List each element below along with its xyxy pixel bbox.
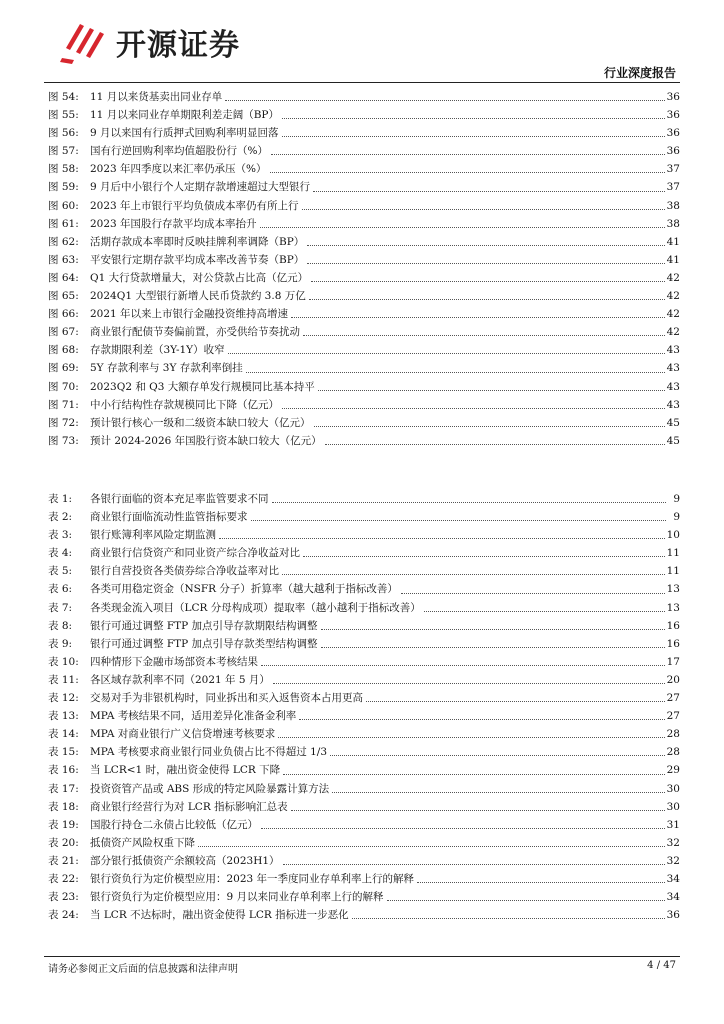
entry-label: 表 9: — [48, 637, 73, 650]
entry-page: 37 — [666, 181, 680, 194]
toc-entry[interactable] — [48, 780, 680, 798]
entry-title: 银行可通过调整 FTP 加点引导存款类型结构调整 — [90, 637, 318, 650]
toc-entry[interactable] — [48, 689, 680, 707]
entry-label: 表 13: — [48, 710, 79, 723]
entry-title: 各银行面临的资本充足率监管要求不同 — [90, 493, 269, 505]
entry-page: 45 — [666, 434, 680, 447]
entry-label: 表 11: — [48, 673, 79, 686]
dot-leader — [318, 378, 665, 391]
dot-leader — [282, 396, 665, 409]
entry-title: 2023 年四季度以来汇率仍承压（%） — [90, 163, 267, 176]
toc-entry[interactable] — [48, 761, 680, 779]
entry-title: 商业银行配债节奏偏前置，亦受供给节奏扰动 — [90, 326, 300, 339]
entry-page: 38 — [666, 217, 680, 230]
toc-entry[interactable] — [48, 888, 680, 906]
entry-label: 表 2: — [48, 511, 73, 524]
entry-title: 银行可通过调整 FTP 加点引导存款期限结构调整 — [90, 619, 318, 632]
report-type: 行业深度报告 — [603, 66, 676, 80]
dot-leader — [314, 414, 665, 427]
disclaimer: 请务必参阅正文后面的信息披露和法律声明 — [48, 964, 238, 975]
entry-label: 表 24: — [48, 909, 79, 922]
entry-page: 10 — [666, 529, 680, 542]
dot-leader — [303, 323, 665, 336]
dot-leader — [228, 341, 665, 354]
entry-title: 2021 年以来上市银行金融投资维持高增速 — [90, 308, 289, 321]
entry-title: 5Y 存款利率与 3Y 存款利率倒挂 — [90, 362, 243, 375]
entry-label: 表 5: — [48, 565, 73, 578]
entry-title: 商业银行面临流动性监管指标要求 — [90, 511, 248, 524]
dot-leader — [283, 852, 665, 865]
entry-title: 银行资负行为定价模型应用：9 月以来同业存单利率上行的解释 — [90, 891, 384, 904]
entry-title: 四种情形下金融市场部资本考核结果 — [90, 655, 258, 668]
toc-entry[interactable] — [48, 160, 680, 178]
toc-entry[interactable] — [48, 142, 680, 160]
toc-entry[interactable] — [48, 197, 680, 215]
entry-page: 16 — [666, 637, 680, 650]
dot-leader — [278, 725, 664, 738]
dot-leader — [282, 106, 665, 119]
entry-page: 27 — [666, 710, 680, 723]
entry-page: 36 — [666, 109, 680, 122]
toc-entry[interactable] — [48, 671, 680, 689]
entry-title: 各类可用稳定资金（NSFR 分子）折算率（越大越利于指标改善） — [90, 583, 398, 596]
dot-leader — [401, 580, 665, 593]
entry-title: 2023 年国股行存款平均成本率抬升 — [90, 217, 257, 230]
toc-entry[interactable] — [48, 269, 680, 287]
entry-label: 表 17: — [48, 782, 79, 795]
entry-label: 图 68: — [48, 344, 79, 357]
dot-leader — [309, 287, 665, 300]
entry-title: 当 LCR<1 时，融出资金使得 LCR 下降 — [90, 764, 281, 777]
entry-label: 表 23: — [48, 891, 79, 904]
entry-label: 图 66: — [48, 308, 79, 321]
entry-page: 29 — [666, 764, 680, 777]
entry-title: 2023 年上市银行平均负债成本率仍有所上行 — [90, 199, 299, 212]
entry-title: 平安银行定期存款平均成本率改善节奏（BP） — [90, 253, 305, 266]
entry-title: 商业银行信贷资产和同业资产综合净收益对比 — [90, 547, 300, 560]
entry-title: 11 月以来货基卖出同业存单 — [90, 91, 223, 103]
dot-leader — [302, 197, 665, 210]
entry-title: MPA 对商业银行广义信贷增速考核要求 — [90, 728, 276, 741]
entry-title: 各区域存款利率不同（2021 年 5 月） — [90, 673, 270, 686]
toc-entry[interactable] — [48, 251, 680, 269]
dot-leader — [291, 798, 665, 811]
toc-entry[interactable] — [48, 378, 680, 396]
toc-entry[interactable] — [48, 707, 680, 725]
entry-label: 图 58: — [48, 163, 79, 176]
toc-entry[interactable] — [48, 617, 680, 635]
entry-label: 表 18: — [48, 800, 79, 813]
entry-label: 表 22: — [48, 872, 79, 885]
dot-leader — [417, 870, 665, 883]
dot-leader — [261, 816, 665, 829]
entry-page: 42 — [666, 308, 680, 321]
toc-entry[interactable] — [48, 544, 680, 562]
entry-page: 43 — [666, 362, 680, 375]
entry-label: 图 73: — [48, 434, 79, 447]
entry-page: 9 — [673, 493, 680, 505]
entry-title: 2024Q1 大型银行新增人民币贷款约 3.8 万亿 — [90, 290, 306, 303]
dot-leader — [303, 544, 665, 557]
dot-leader — [219, 526, 665, 539]
entry-page: 41 — [666, 235, 680, 248]
dot-leader — [352, 906, 665, 919]
page-number: 4 / 47 — [647, 960, 676, 971]
entry-title: 预计 2024-2026 年国股行资本缺口较大（亿元） — [90, 434, 322, 447]
entry-page: 13 — [666, 583, 680, 596]
entry-label: 表 20: — [48, 836, 79, 849]
entry-page: 11 — [666, 547, 680, 560]
entry-label: 表 4: — [48, 547, 73, 560]
entry-title: 活期存款成本率即时反映挂牌利率调降（BP） — [90, 235, 305, 248]
entry-label: 图 55: — [48, 109, 79, 122]
dot-leader — [321, 635, 665, 648]
entry-label: 图 62: — [48, 235, 79, 248]
entry-page: 27 — [666, 692, 680, 705]
entry-title: 部分银行抵债资产余额较高（2023H1） — [90, 854, 280, 867]
entry-label: 表 7: — [48, 601, 73, 614]
entry-label: 表 6: — [48, 583, 73, 596]
entry-page: 41 — [666, 253, 680, 266]
entry-page: 43 — [666, 398, 680, 411]
dot-leader — [424, 599, 665, 612]
entry-page: 28 — [666, 728, 680, 741]
toc-entry[interactable] — [48, 834, 680, 852]
entry-label: 表 3: — [48, 529, 73, 542]
toc-entry[interactable] — [48, 124, 680, 142]
brand-mark-icon — [60, 20, 108, 64]
entry-label: 图 71: — [48, 398, 79, 411]
entry-title: 9 月以来国有行质押式回购利率明显回落 — [90, 127, 279, 140]
entry-title: 投资资管产品或 ABS 形成的特定风险暴露计算方法 — [90, 782, 330, 795]
toc-entry[interactable] — [48, 414, 680, 432]
toc-entry[interactable] — [48, 870, 680, 888]
entry-title: 各类现金流入项目（LCR 分母构成项）提取率（越小越利于指标改善） — [90, 601, 421, 614]
dot-leader — [246, 359, 665, 372]
entry-label: 图 61: — [48, 217, 79, 230]
toc-entry[interactable] — [48, 798, 680, 816]
dot-leader — [282, 124, 665, 137]
dot-leader — [313, 178, 665, 191]
dot-leader — [311, 269, 664, 282]
toc-entry[interactable] — [48, 653, 680, 671]
dot-leader — [271, 142, 665, 155]
toc-entry[interactable] — [48, 287, 680, 305]
entry-label: 表 19: — [48, 818, 79, 831]
entry-title: Q1 大行贷款增量大，对公贷款占比高（亿元） — [90, 271, 309, 284]
entry-title: 银行账簿利率风险定期监测 — [90, 529, 216, 542]
toc-entry[interactable] — [48, 906, 680, 924]
entry-label: 图 72: — [48, 416, 79, 429]
toc-entry[interactable] — [48, 490, 680, 508]
entry-title: 银行自营投资各类债券综合净收益率对比 — [90, 565, 279, 578]
entry-label: 表 14: — [48, 728, 79, 741]
entry-label: 图 57: — [48, 145, 79, 158]
entry-page: 43 — [666, 380, 680, 393]
toc-entry[interactable] — [48, 852, 680, 870]
toc-entry[interactable] — [48, 432, 680, 450]
entry-label: 表 21: — [48, 854, 79, 867]
page-header — [0, 0, 724, 80]
toc-entry[interactable] — [48, 580, 680, 598]
dot-leader — [307, 251, 664, 264]
toc-entry[interactable] — [48, 599, 680, 617]
entry-label: 图 59: — [48, 181, 79, 194]
footer-rule — [44, 956, 680, 957]
entry-title: 中小行结构性存款规模同比下降（亿元） — [90, 398, 279, 411]
toc-entry[interactable] — [48, 396, 680, 414]
toc-entry[interactable] — [48, 526, 680, 544]
toc-entry[interactable] — [48, 562, 680, 580]
entry-page: 45 — [666, 416, 680, 429]
entry-page: 11 — [666, 565, 680, 578]
entry-page: 36 — [666, 91, 680, 103]
entry-page: 36 — [666, 127, 680, 140]
figure-list — [48, 88, 680, 450]
entry-page: 13 — [666, 601, 680, 614]
entry-title: MPA 考核要求商业银行同业负债占比不得超过 1/3 — [90, 746, 328, 759]
entry-title: 2023Q2 和 Q3 大额存单发行规模同比基本持平 — [90, 380, 315, 393]
entry-label: 图 63: — [48, 253, 79, 266]
toc-entry[interactable] — [48, 323, 680, 341]
entry-page: 9 — [673, 511, 680, 524]
entry-label: 图 69: — [48, 362, 79, 375]
dot-leader — [225, 88, 664, 101]
entry-label: 表 10: — [48, 655, 79, 668]
entry-label: 图 70: — [48, 380, 79, 393]
entry-page: 32 — [666, 854, 680, 867]
entry-title: 交易对手为非银机构时，同业拆出和买入返售资本占用更高 — [90, 692, 363, 705]
toc-entry[interactable] — [48, 233, 680, 251]
entry-title: 国有行逆回购利率均值超股份行（%） — [90, 145, 268, 158]
entry-label: 表 12: — [48, 692, 79, 705]
toc-entry[interactable] — [48, 215, 680, 233]
entry-page: 30 — [666, 800, 680, 813]
entry-title: 国股行持仓二永债占比较低（亿元） — [90, 818, 258, 831]
entry-page: 30 — [666, 782, 680, 795]
dot-leader — [366, 689, 665, 702]
entry-page: 31 — [666, 818, 680, 831]
entry-page: 38 — [666, 199, 680, 212]
dot-leader — [307, 233, 664, 246]
entry-label: 图 60: — [48, 199, 79, 212]
entry-label: 表 16: — [48, 764, 79, 777]
entry-title: 11 月以来同业存单期限利差走阔（BP） — [90, 109, 279, 122]
entry-label: 图 56: — [48, 127, 79, 140]
entry-title: MPA 考核结果不同，适用差异化准备金利率 — [90, 710, 297, 723]
entry-page: 43 — [666, 344, 680, 357]
entry-title: 商业银行经营行为对 LCR 指标影响汇总表 — [90, 800, 288, 813]
entry-page: 34 — [666, 891, 680, 904]
entry-page: 42 — [666, 290, 680, 303]
entry-label: 表 15: — [48, 746, 79, 759]
entry-title: 预计银行核心一级和二级资本缺口较大（亿元） — [90, 416, 311, 429]
dot-leader — [261, 653, 665, 666]
entry-page: 17 — [666, 655, 680, 668]
toc-entry[interactable] — [48, 725, 680, 743]
entry-label: 图 67: — [48, 326, 79, 339]
dot-leader — [330, 743, 665, 756]
entry-page: 20 — [666, 673, 680, 686]
entry-page: 16 — [666, 619, 680, 632]
toc-entry[interactable] — [48, 508, 680, 526]
dot-leader — [283, 761, 664, 774]
toc-entry[interactable] — [48, 88, 680, 106]
entry-title: 9 月后中小银行个人定期存款增速超过大型银行 — [90, 181, 311, 194]
entry-page: 42 — [666, 326, 680, 339]
header-rule — [44, 82, 680, 83]
dot-leader — [260, 215, 665, 228]
toc-entry[interactable] — [48, 816, 680, 834]
dot-leader — [270, 160, 665, 173]
dot-leader — [273, 671, 665, 684]
dot-leader — [282, 562, 665, 575]
entry-title: 存款期限利差（3Y-1Y）收窄 — [90, 344, 225, 357]
entry-title: 抵债资产风险权重下降 — [90, 836, 195, 849]
entry-page: 42 — [666, 271, 680, 284]
dot-leader — [321, 617, 665, 630]
toc-entry[interactable] — [48, 635, 680, 653]
entry-page: 28 — [666, 746, 680, 759]
table-list — [48, 490, 680, 924]
entry-title: 银行资负行为定价模型应用：2023 年一季度同业存单利率上行的解释 — [90, 872, 415, 885]
entry-page: 36 — [666, 145, 680, 158]
entry-page: 37 — [666, 163, 680, 176]
dot-leader — [198, 834, 665, 847]
entry-label: 表 8: — [48, 619, 73, 632]
entry-label: 图 65: — [48, 290, 79, 303]
brand-logo — [60, 20, 240, 64]
entry-page: 32 — [666, 836, 680, 849]
entry-page: 34 — [666, 872, 680, 885]
toc-entry[interactable] — [48, 178, 680, 196]
dot-leader — [272, 490, 667, 503]
entry-label: 图 64: — [48, 271, 79, 284]
dot-leader — [299, 707, 664, 720]
entry-title: 当 LCR 不达标时，融出资金使得 LCR 指标进一步恶化 — [90, 909, 349, 922]
toc-entry[interactable] — [48, 743, 680, 761]
entry-page: 36 — [666, 909, 680, 922]
brand-name: 开源证券 — [116, 28, 240, 63]
dot-leader — [291, 305, 665, 318]
toc-entry[interactable] — [48, 305, 680, 323]
toc-entry[interactable] — [48, 359, 680, 377]
dot-leader — [332, 780, 664, 793]
entry-label: 表 1: — [48, 493, 73, 505]
toc-entry[interactable] — [48, 106, 680, 124]
dot-leader — [387, 888, 665, 901]
entry-label: 图 54: — [48, 91, 79, 103]
dot-leader — [251, 508, 667, 521]
toc-entry[interactable] — [48, 341, 680, 359]
dot-leader — [325, 432, 665, 445]
